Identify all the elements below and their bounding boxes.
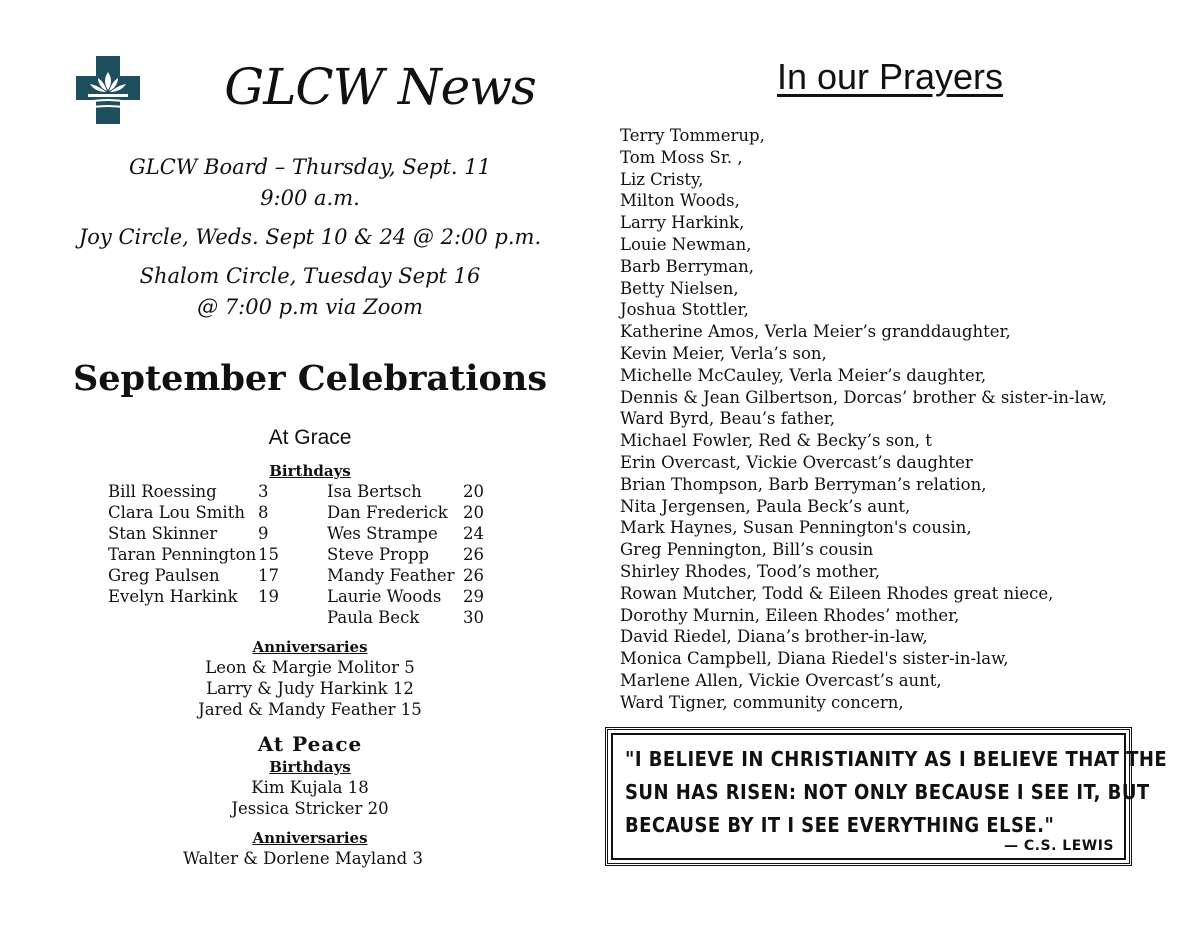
list-item: Katherine Amos, Verla Meier’s granddaughter, <box>620 322 1011 342</box>
peace-birthdays-label: Birthdays <box>269 758 351 776</box>
at-peace-heading: At Peace <box>257 732 363 756</box>
newsletter-title: GLCW News <box>224 58 536 116</box>
list-item: Mark Haynes, Susan Pennington's cousin, <box>620 518 972 538</box>
grace-anniversaries-list <box>110 657 510 720</box>
table-row: Mandy Feather 26 <box>327 566 484 585</box>
grace-birthdays-label: Birthdays <box>269 462 351 480</box>
table-row: Wes Strampe 24 <box>327 524 484 543</box>
joy-circle-meeting: Joy Circle, Weds. Sept 10 & 24 @ 2:00 p.m. <box>78 225 542 249</box>
list-item: Ward Tigner, community concern, <box>620 692 904 712</box>
list-item: Jessica Stricker 20 <box>231 799 389 818</box>
table-row: Dan Frederick 20 <box>327 503 484 522</box>
peace-birthdays-list <box>110 777 510 819</box>
september-celebrations-title: September Celebrations <box>72 358 548 399</box>
prayers-title: In our Prayers <box>776 56 1004 97</box>
birthdays-column-1 <box>108 481 279 607</box>
list-item: Walter & Dorlene Mayland 3 <box>183 849 423 868</box>
list-item: Larry & Judy Harkink 12 <box>206 679 414 698</box>
list-item: Kim Kujala 18 <box>251 778 369 797</box>
table-row: Taran Pennington 15 <box>108 545 279 564</box>
list-item: Erin Overcast, Vickie Overcast’s daughter <box>620 452 973 472</box>
table-row: Evelyn Harkink 19 <box>108 587 279 606</box>
board-meeting-line1: GLCW Board – Thursday, Sept. 11 <box>128 155 491 179</box>
table-row: Isa Bertsch 20 <box>327 482 484 501</box>
quote-author: — C.S. LEWIS <box>1004 838 1114 854</box>
list-item: Shirley Rhodes, Tood’s mother, <box>620 561 881 581</box>
list-item: Jared & Mandy Feather 15 <box>198 700 422 719</box>
list-item: Dorothy Murnin, Eileen Rhodes’ mother, <box>620 605 960 625</box>
list-item: Joshua Stottler, <box>620 300 749 320</box>
list-item: Michelle McCauley, Verla Meier’s daughter, <box>620 365 987 385</box>
cross-lotus-logo-icon <box>76 56 140 124</box>
list-item: Greg Pennington, Bill’s cousin <box>620 540 874 560</box>
list-item: Leon & Margie Molitor 5 <box>205 658 415 677</box>
table-row: Steve Propp 26 <box>327 545 484 564</box>
quote-text <box>625 743 1168 842</box>
list-item: Dennis & Jean Gilbertson, Dorcas’ brother & sister-in-law, <box>620 387 1107 407</box>
birthdays-column-2 <box>327 481 484 628</box>
list-item: Larry Harkink, <box>620 213 745 233</box>
prayers-list <box>620 125 1180 714</box>
table-row: Clara Lou Smith 8 <box>108 503 269 522</box>
table-row: Greg Paulsen 17 <box>108 566 279 585</box>
quote-line-3: BECAUSE BY IT I SEE EVERYTHING ELSE." <box>625 813 1055 837</box>
list-item: Liz Cristy, <box>620 169 704 189</box>
list-item: Monica Campbell, Diana Riedel's sister-in-law, <box>620 649 1009 669</box>
shalom-circle-line1: Shalom Circle, Tuesday Sept 16 <box>139 264 481 288</box>
list-item: Nita Jergensen, Paula Beck’s aunt, <box>620 496 911 516</box>
peace-anniversaries-label: Anniversaries <box>252 829 368 847</box>
list-item: Barb Berryman, <box>620 256 754 276</box>
table-row: Stan Skinner 9 <box>108 524 269 543</box>
table-row: Laurie Woods 29 <box>327 587 484 606</box>
list-item: Ward Byrd, Beau’s father, <box>620 409 836 429</box>
table-row: Bill Roessing 3 <box>108 482 269 501</box>
list-item: Betty Nielsen, <box>620 278 739 298</box>
quote-line-2: SUN HAS RISEN: NOT ONLY BECAUSE I SEE IT, BUT <box>625 780 1150 804</box>
list-item: Michael Fowler, Red & Becky’s son, t <box>620 431 932 451</box>
list-item: Terry Tommerup, <box>620 126 765 145</box>
shalom-circle-line2: @ 7:00 p.m via Zoom <box>197 295 423 319</box>
list-item: Marlene Allen, Vickie Overcast’s aunt, <box>620 670 942 690</box>
quote-inner-border <box>611 733 1168 860</box>
quote-box <box>605 727 1168 866</box>
list-item: Kevin Meier, Verla’s son, <box>620 343 827 363</box>
peace-anniversaries-list <box>103 848 503 869</box>
grace-anniversaries-label: Anniversaries <box>252 638 368 656</box>
meetings-block <box>60 152 560 323</box>
at-grace-heading: At Grace <box>268 426 352 449</box>
list-item: Rowan Mutcher, Todd & Eileen Rhodes great niece, <box>620 583 1054 603</box>
list-item: David Riedel, Diana’s brother-in-law, <box>620 627 928 647</box>
list-item: Louie Newman, <box>620 234 752 254</box>
quote-line-1: "I BELIEVE IN CHRISTIANITY AS I BELIEVE THAT THE <box>625 747 1168 771</box>
board-meeting-line2: 9:00 a.m. <box>260 186 360 210</box>
list-item: Tom Moss Sr. , <box>620 147 743 167</box>
list-item: Brian Thompson, Barb Berryman’s relation, <box>620 474 987 494</box>
table-row: Paula Beck 30 <box>327 608 484 627</box>
church-logo <box>76 56 140 124</box>
list-item: Milton Woods, <box>620 191 740 211</box>
